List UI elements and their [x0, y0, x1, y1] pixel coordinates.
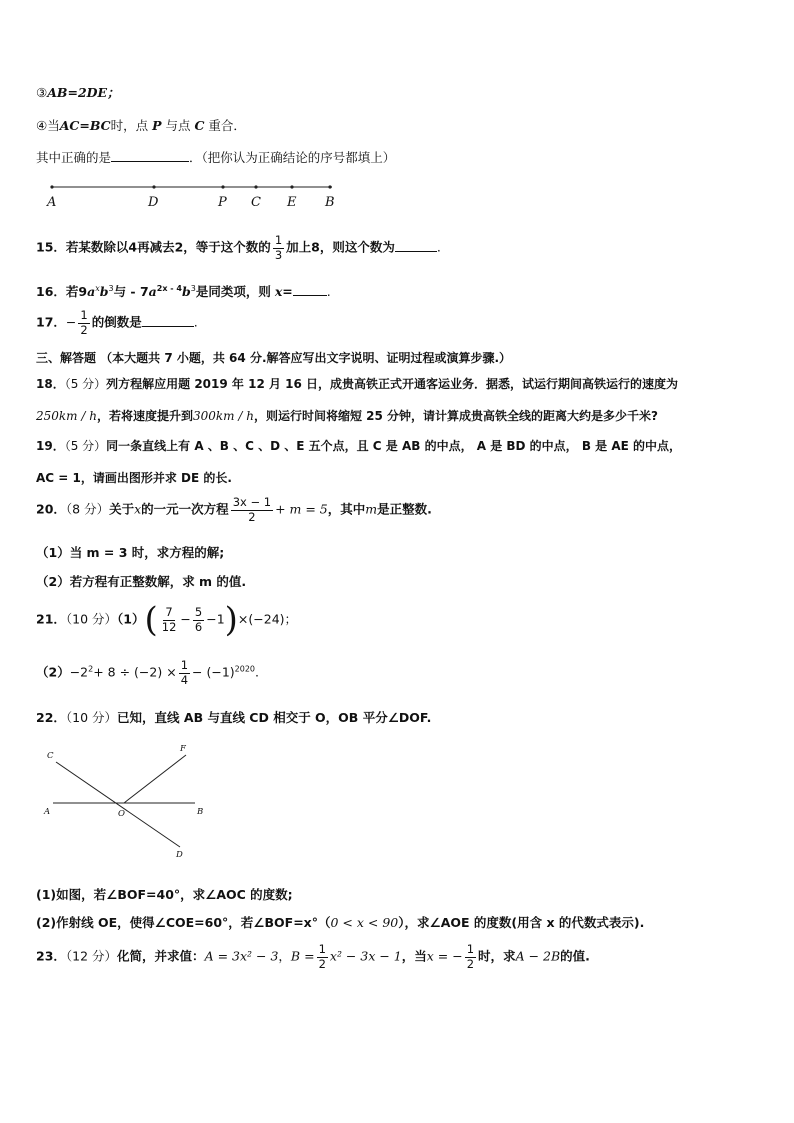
fraction-5-6: $\frac{5}{6}$	[194, 605, 203, 634]
question-22: 22．（10 分）已知，直线 AB 与直线 CD 相交于 O，OB 平分∠DOF.	[36, 710, 432, 725]
question-23: 23．（12 分）化简，并求值：A = 3x² − 3，B = $\frac{1}{2}$ x² − 3x − 1，当x = − $\frac{1}{2}$ 时，求A − 2B的值.	[36, 942, 590, 971]
left-paren: (	[144, 600, 158, 640]
fraction-one-half: $\frac{1}{2}$	[80, 308, 88, 337]
intersecting-lines-figure	[40, 742, 215, 867]
conclusion-line: 其中正确的是 ．（把你认为正确结论的序号都填上）	[36, 150, 396, 165]
item-4: ④当AC=BC时，点 P 与点 C 重合．	[36, 118, 246, 133]
section-3-heading: 三、解答题 （本大题共 7 小题，共 64 分.解答应写出文字说明、证明过程或演算步骤.）	[36, 351, 512, 365]
figure-label-c: C	[47, 751, 54, 761]
number-line-figure	[40, 178, 350, 214]
number-line-label-c: C	[251, 195, 261, 210]
question-15: 15．若某数除以4再减去2，等于这个数的 $\frac{1}{3}$ 加上8，则这个数为 .	[36, 233, 441, 262]
fraction-1-4: $\frac{1}{4}$	[180, 658, 189, 687]
figure-label-d: D	[176, 850, 183, 860]
fraction-1-2-x: $\frac{1}{2}$	[466, 942, 475, 971]
question-20-part-2: （2）若方程有正整数解，求 m 的值.	[36, 574, 247, 589]
answer-blank[interactable]	[111, 150, 189, 162]
figure-label-b: B	[197, 807, 204, 817]
question-18-line-2: 250km / h，若将速度提升到300km / h，则运行时间将缩短 25 分钟，请计算成贵高铁全线的距离大约是多少千米?	[36, 409, 658, 423]
question-17: 17．− $\frac{1}{2}$ 的倒数是 .	[36, 308, 198, 337]
number-line-label-b: B	[325, 195, 335, 210]
question-18: 18．（5 分）列方程解应用题 2019 年 12 月 16 日，成贵高铁正式开通客运业务．据悉，试运行期间高铁运行的速度为	[36, 377, 679, 391]
question-22-part-1: (1)如图，若∠BOF=40°，求∠AOC 的度数;	[36, 887, 293, 902]
question-19: 19．（5 分）同一条直线上有 A 、B 、C 、D 、E 五个点，且 C 是 AB 的中点， A 是 BD 的中点， B 是 AE 的中点，	[36, 439, 682, 453]
right-paren: )	[224, 600, 238, 640]
figure-label-o: O	[118, 809, 125, 819]
number-line-label-e: E	[287, 195, 297, 210]
answer-blank[interactable]	[142, 315, 194, 327]
question-16: 16．若$9a^xb^3$与 - $7a^{2x - 4}b^3$是同类项，则 x= .	[36, 283, 331, 299]
number-line-label-d: D	[148, 195, 159, 210]
question-20-part-1: （1）当 m = 3 时，求方程的解;	[36, 545, 225, 560]
number-line-label-a: A	[47, 195, 57, 210]
question-19-line-2: AC = 1，请画出图形并求 DE 的长.	[36, 471, 232, 485]
question-22-part-2: (2)作射线 OE，使得∠COE=60°，若∠BOF=x°（0 < x < 90），求∠AOE 的度数(用含 x 的代数式表示).	[36, 915, 645, 930]
question-21: 21．（10 分）（1）( $\frac{7}{12}$ − $\frac{5}{6}$ −1)×(−24)；	[36, 600, 298, 640]
figure-label-a: A	[44, 807, 51, 817]
fraction-3x-minus-1-over-2: $\frac{3x - 1}{2}$	[232, 495, 272, 524]
fraction-one-third: $\frac{1}{3}$	[274, 233, 283, 262]
answer-blank[interactable]	[395, 240, 437, 252]
fraction-7-12: $\frac{7}{12}$	[161, 605, 177, 634]
question-21-part-2: $(2)-2^2+ 8 \div (-2)$ × $\frac{1}{4}$ − $(-1)^{2020}$.	[36, 658, 259, 687]
item-3: ③AB=2DE；	[36, 85, 120, 100]
answer-blank[interactable]	[293, 284, 327, 296]
fraction-1-2: $\frac{1}{2}$	[318, 942, 326, 971]
figure-label-f: F	[180, 744, 186, 754]
question-20: 20．（8 分）关于x的一元一次方程 $\frac{3x - 1}{2}$ + m = 5，其中m是正整数.	[36, 495, 432, 524]
number-line-label-p: P	[218, 195, 227, 210]
